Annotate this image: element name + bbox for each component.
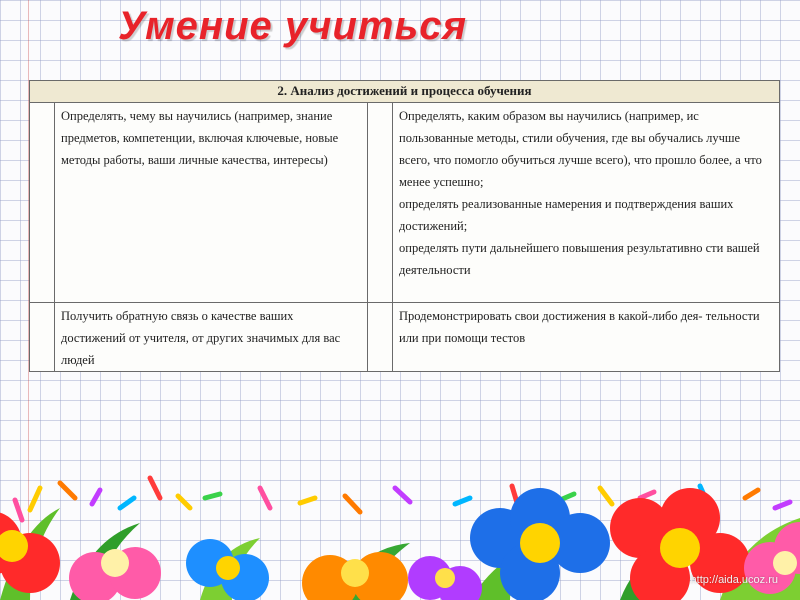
page-title: Умение учиться: [118, 4, 467, 48]
flower-blue: [186, 539, 269, 600]
flower-orange: [302, 552, 408, 600]
bullet-icon: [368, 303, 393, 372]
table-header-row: [30, 81, 780, 103]
right-cell-item: Продемонстрировать свои достижения в какой-либо дея- тельности или при помощи тестов: [399, 309, 760, 345]
right-cell-item: определять реализованные намерения и подтверждения ваших достижений;: [399, 197, 734, 233]
bullet-icon: [30, 303, 55, 372]
right-cell-item: Определять, каким образом вы научились (например, ис пользованные методы, стили обучения, где вы обучались лучше всего, что помогло обучиться лучше всего), что прошло более, а что менее успешно;: [399, 109, 762, 189]
right-cell: [393, 303, 780, 372]
footer-url: http://aida.ucoz.ru: [690, 574, 778, 586]
content-table: [29, 80, 780, 372]
bullet-icon: [368, 103, 393, 303]
right-cell-item: определять пути дальнейшего повышения результативно сти вашей деятельности: [399, 241, 760, 277]
left-cell-text: Получить обратную связь о качестве ваших достижений от учителя, от других значимых для вас людей: [55, 303, 368, 372]
bullet-icon: [30, 103, 55, 303]
table-row: [30, 103, 780, 303]
flower-left: [0, 511, 60, 593]
flower-pink: [69, 547, 161, 600]
flowers-decoration: [0, 468, 800, 600]
table-header: 2. Анализ достижений и процесса обучения: [30, 81, 780, 103]
left-cell-text: Определять, чему вы научились (например, знание предметов, компетенции, включая ключевые, новые методы работы, ваши личные качества, интересы): [55, 103, 368, 303]
table-row: [30, 303, 780, 372]
flower-purple: [408, 556, 482, 600]
right-cell: [393, 103, 780, 303]
